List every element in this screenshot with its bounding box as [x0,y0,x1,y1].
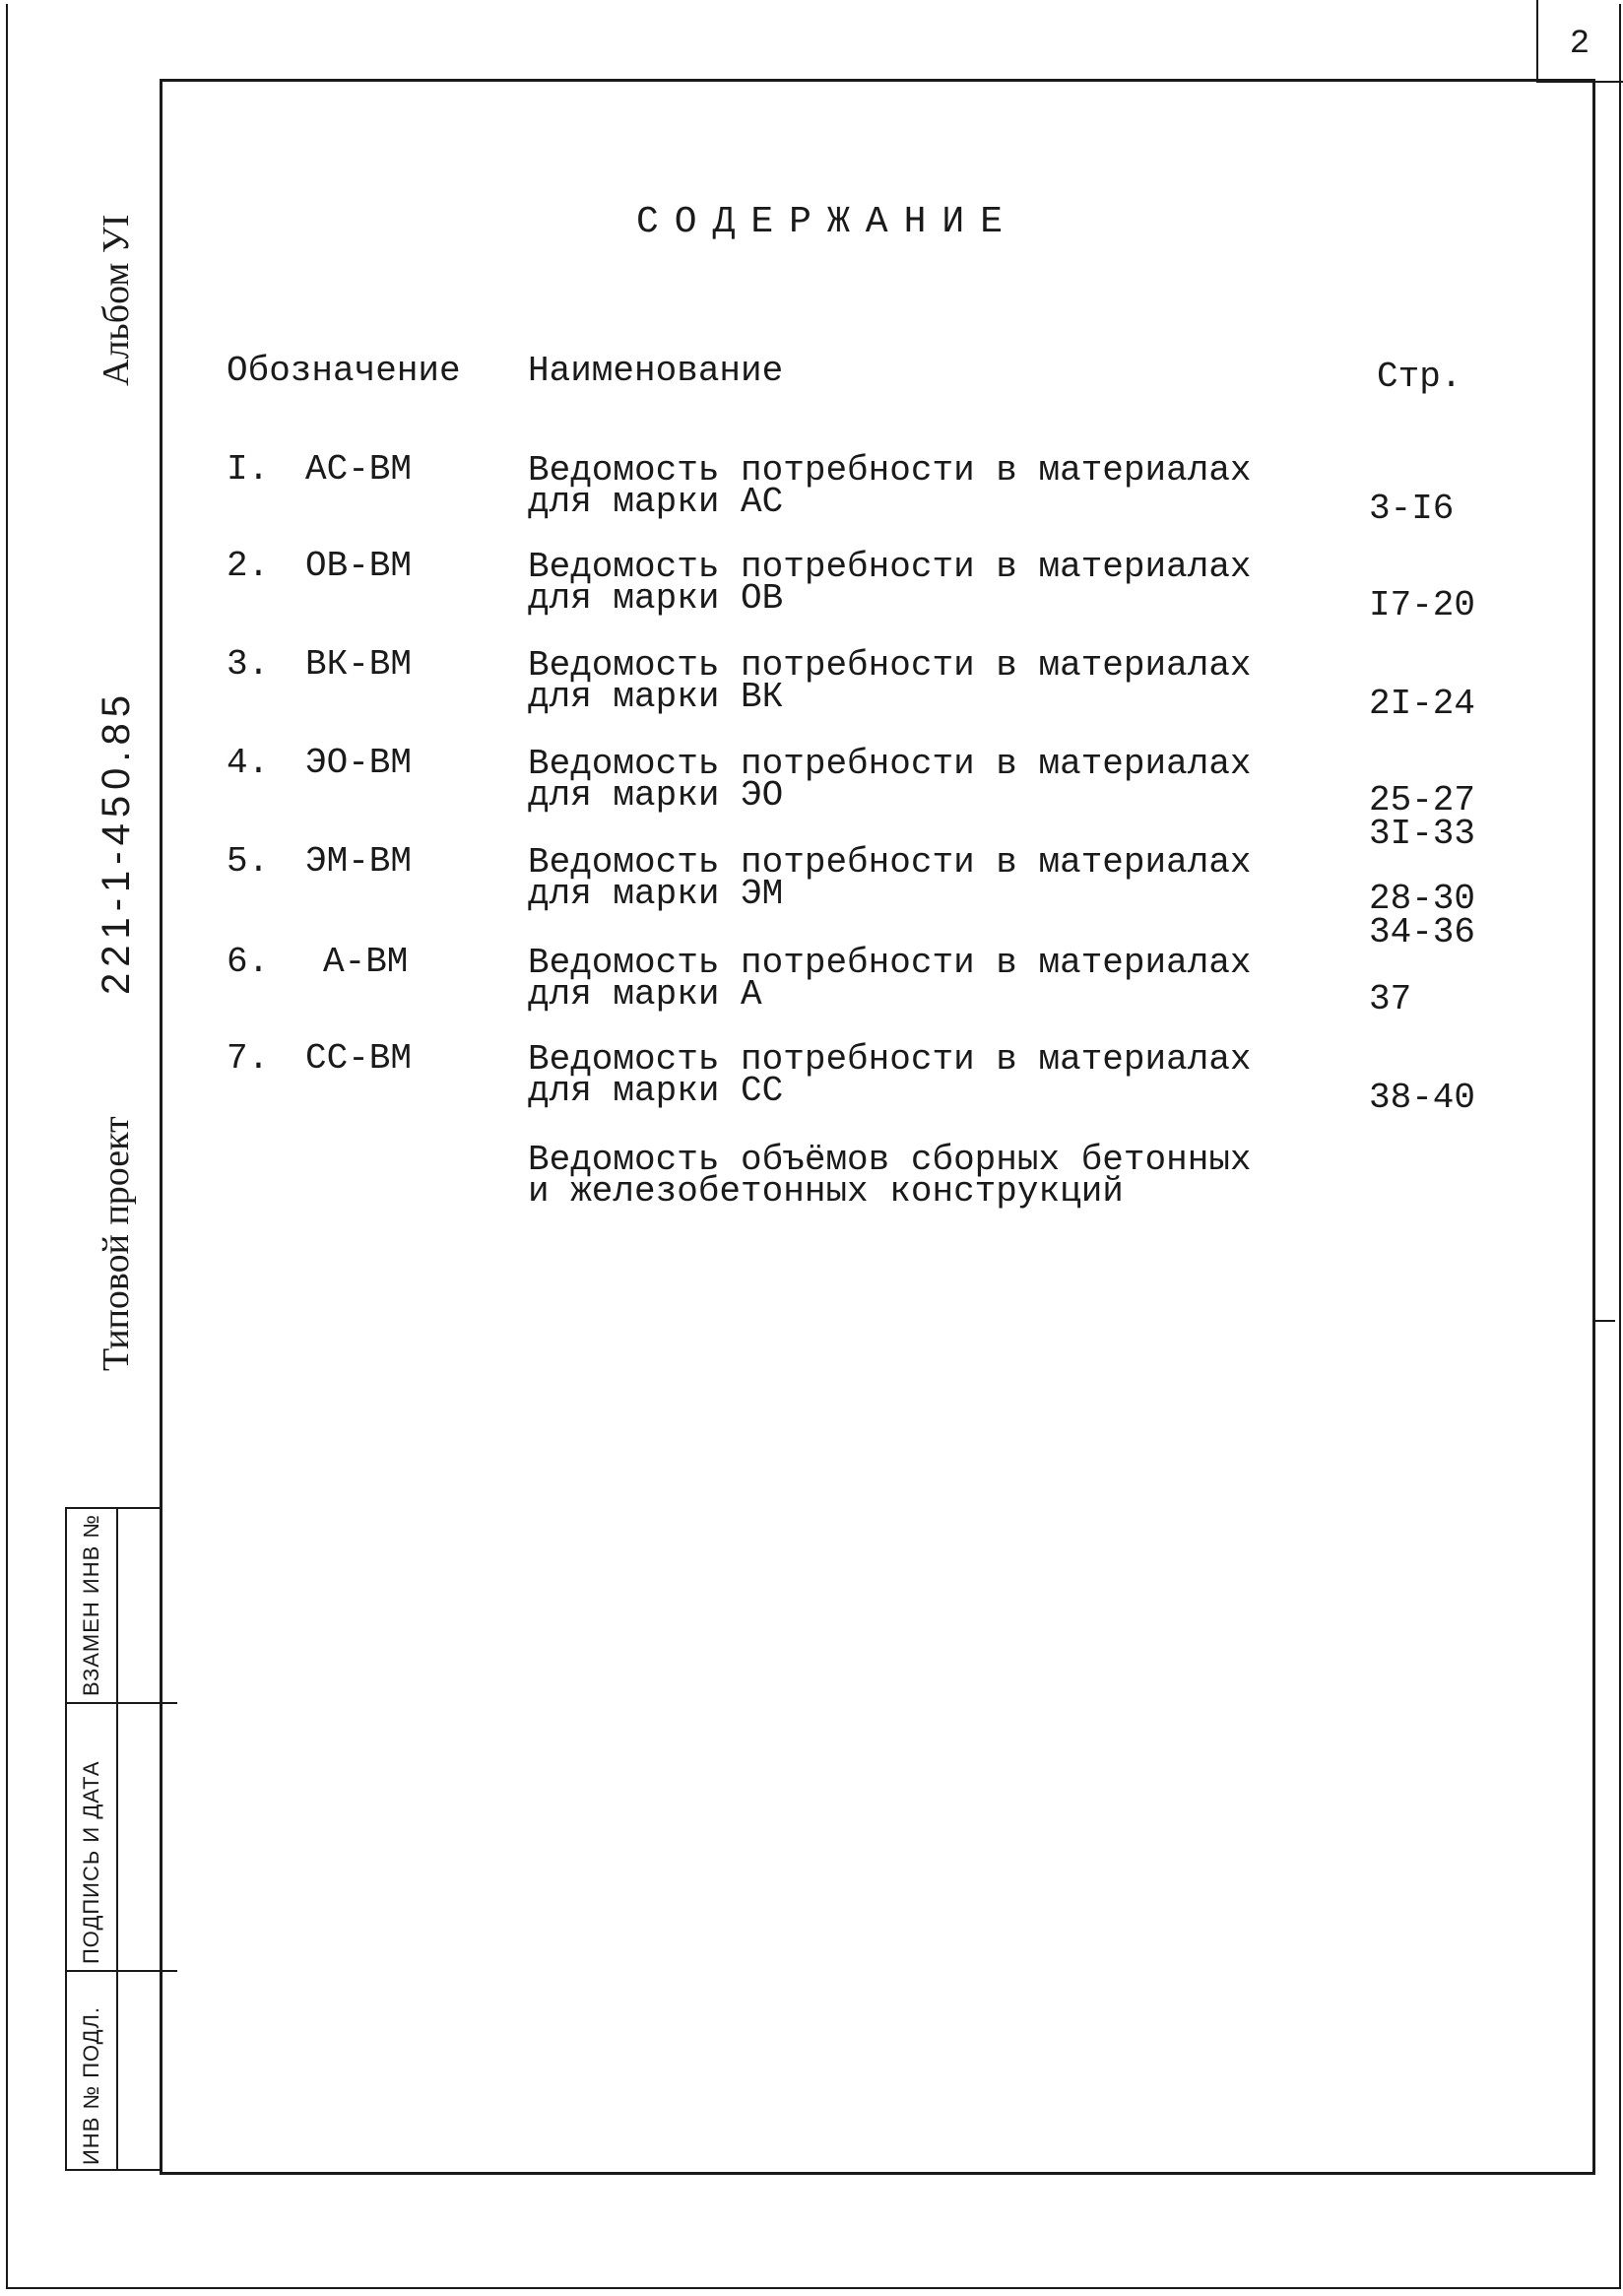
row-name: Ведомость объёмов сборных бетонных и железобетонных конструкций [528,1140,1252,1212]
row-code: СС-ВМ [305,1038,413,1079]
header-page: Стр. [1377,357,1462,397]
row-number: 2. [227,546,270,586]
stamp-inv-original-label: ИНВ № ПОДЛ. [79,2005,103,2165]
row-number: 7. [227,1038,270,1079]
row-code: АС-ВМ [305,449,413,490]
project-code: 221-1-450.85 [95,689,138,995]
row-pages: 3-I6 [1369,489,1455,529]
row-name: Ведомость потребности в материалах для марки ОВ [528,547,1252,619]
row-number: 4. [227,743,270,783]
row-code: ЭМ-ВМ [305,841,413,882]
row-number: 6. [227,942,270,982]
row-name: Ведомость потребности в материалах для марки ЭО [528,744,1252,816]
stamp-column [116,1507,160,2171]
row-number: I. [227,449,270,490]
album-label: Альбом УI [96,214,137,386]
row-number: 5. [227,841,270,882]
project-label: Типовой проект [96,1116,137,1371]
row-number: 3. [227,644,270,685]
row-code: ОВ-ВМ [305,546,413,586]
header-name: Наименование [528,351,784,391]
row-name: Ведомость потребности в материалах для марки А [528,943,1252,1015]
page-title: СОДЕРЖАНИЕ [635,201,1019,243]
header-designation: Обозначение [227,351,461,391]
row-pages: I7-20 [1369,585,1476,625]
row-pages: 2I-24 [1369,684,1476,724]
row-name: Ведомость потребности в материалах для марки ВК [528,645,1252,717]
row-pages: 37 [1369,979,1412,1019]
row-code: ЭО-ВМ [305,743,413,783]
row-pages: 38-40 [1369,1078,1476,1118]
row-code: ВК-ВМ [305,644,413,685]
row-name: Ведомость потребности в материалах для марки АС [528,450,1252,522]
frame-tick [1593,1320,1615,1322]
stamp-divider [116,1702,177,1704]
row-pages: 25-27 3I-33 [1369,780,1476,854]
row-name: Ведомость потребности в материалах для марки СС [528,1039,1252,1111]
row-pages: 28-30 34-36 [1369,879,1476,952]
stamp-divider [116,1970,177,1972]
stamp-signature-label: ПОДПИСЬ И ДАТА [79,1760,103,1964]
row-code: А-ВМ [323,942,409,982]
page-number: 2 [1569,26,1591,63]
stamp-replace-inv-label: ВЗАМЕН ИНВ № [79,1514,103,1696]
row-name: Ведомость потребности в материалах для марки ЭМ [528,842,1252,914]
